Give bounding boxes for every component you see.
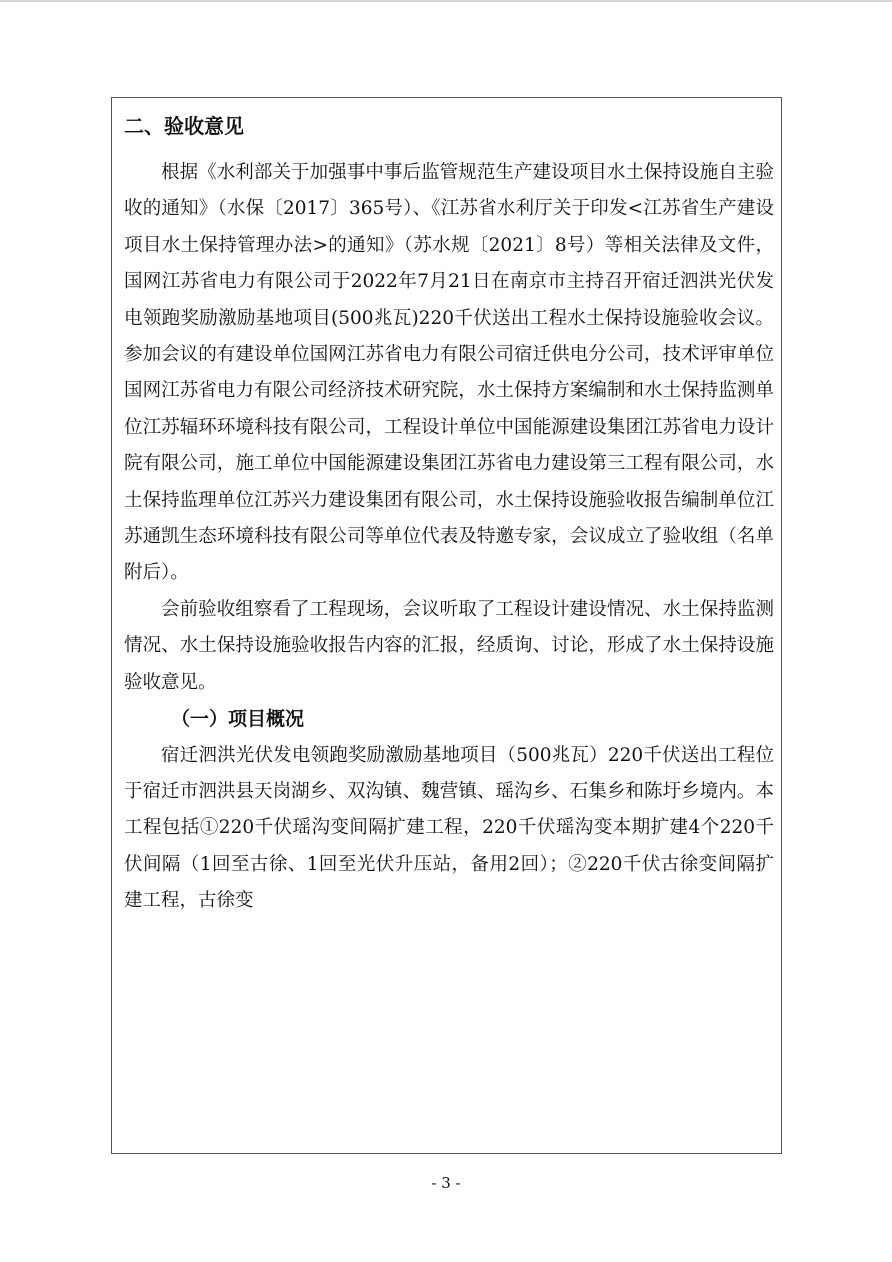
subsection-heading: （一）项目概况 — [171, 708, 305, 731]
section-heading: 二、验收意见 — [124, 114, 244, 138]
page-top-edge — [0, 0, 892, 2]
paragraph-project-overview: 宿迁泗洪光伏发电领跑奖励激励基地项目（500兆瓦）220千伏送出工程位于宿迁市泗洪县天岗湖乡、双沟镇、魏营镇、瑶沟乡、石集乡和陈圩乡境内。本工程包括①220千伏瑶沟变间隔扩建工程，220千伏瑶沟变本期扩建4个220千伏间隔（1回至古徐、1回至光伏升压站，备用2回）；②220千伏古徐变间隔扩建工程，古徐变 — [124, 744, 774, 912]
paragraph-basis: 根据《水利部关于加强事中事后监管规范生产建设项目水土保持设施自主验收的通知》（水保〔2017〕365号）、《江苏省水利厅关于印发<江苏省生产建设项目水土保持管理办法>的通知》（苏水规〔2021〕8号）等相关法律及文件，国网江苏省电力有限公司于2022年7月21日在南京市主持召开宿迁泗洪光伏发电领跑奖励激励基地项目(500兆瓦)220千伏送出工程水土保持设施验收会议。参加会议的有建设单位国网江苏省电力有限公司宿迁供电分公司，技术评审单位国网江苏省电力有限公司经济技术研究院，水土保持方案编制和水土保持监测单位江苏辐环环境科技有限公司，工程设计单位中国能源建设集团江苏省电力设计院有限公司，施工单位中国能源建设集团江苏省电力建设第三工程有限公司，水土保持监理单位江苏兴力建设集团有限公司，水土保持设施验收报告编制单位江苏通凯生态环境科技有限公司等单位代表及特邀专家，会议成立了验收组（名单附后）。 — [124, 162, 774, 584]
paragraph-meeting: 会前验收组察看了工程现场，会议听取了工程设计建设情况、水土保持监测情况、水土保持设施验收报告内容的汇报，经质询、讨论，形成了水土保持设施验收意见。 — [124, 598, 774, 693]
page-number: - 3 - — [431, 1174, 461, 1192]
frame-content — [124, 112, 774, 920]
opinion-table-frame — [111, 97, 782, 1154]
